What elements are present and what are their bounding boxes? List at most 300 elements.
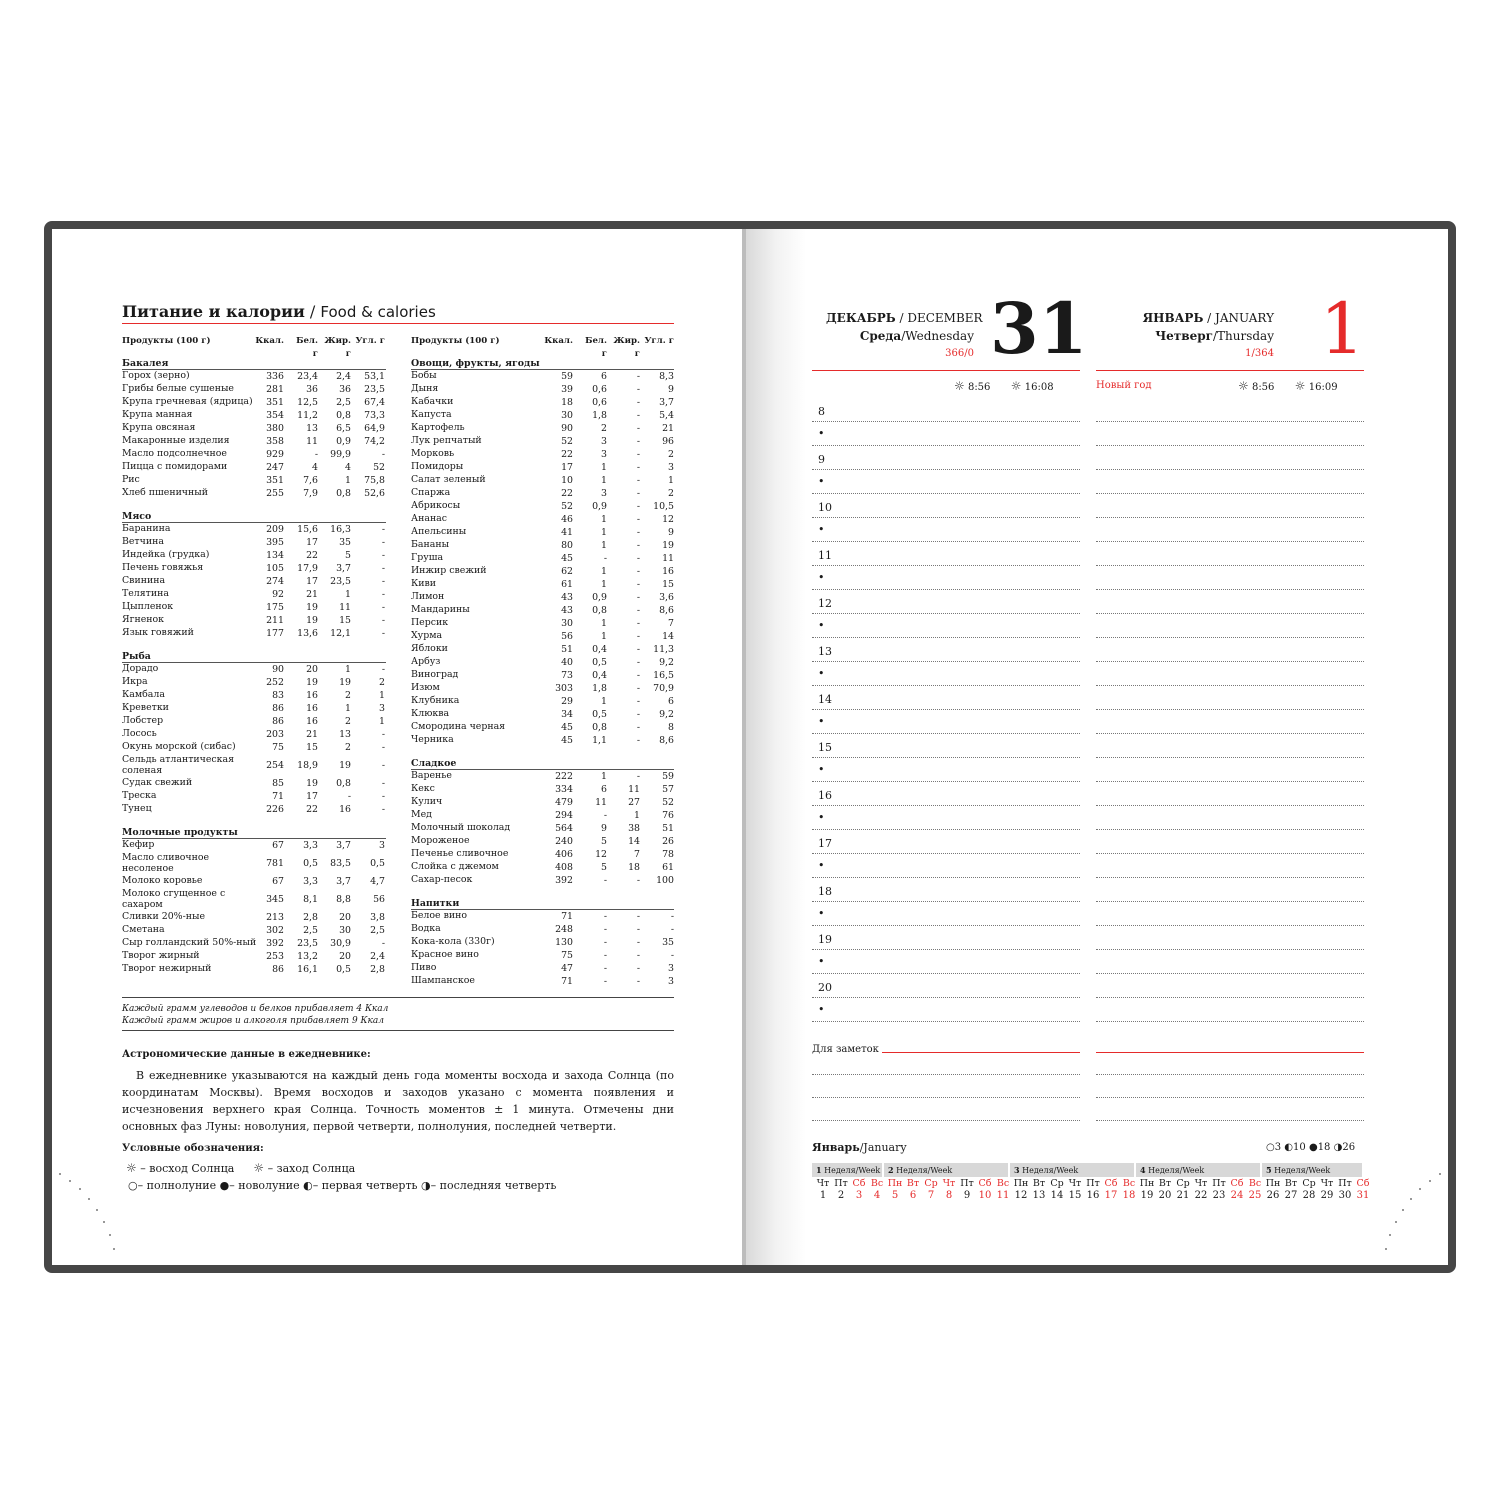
table-row bbox=[411, 949, 674, 962]
nutrient-value: 14 bbox=[662, 631, 674, 642]
half-hour-marker: • bbox=[818, 667, 825, 680]
nutrient-value: - bbox=[636, 771, 640, 782]
half-hour-marker: • bbox=[818, 907, 825, 920]
nutrient-value: 1 bbox=[601, 475, 607, 486]
table-row bbox=[411, 682, 674, 695]
product-name: Печень говяжья bbox=[122, 562, 204, 573]
table-row bbox=[411, 552, 674, 565]
product-name: Шампанское bbox=[411, 975, 475, 986]
product-name: Абрикосы bbox=[411, 500, 461, 511]
nutrient-value: 2,8 bbox=[303, 912, 318, 923]
half-hour-marker: • bbox=[818, 427, 825, 440]
week-number: 3 bbox=[1014, 1165, 1020, 1175]
day2-holiday-note: Новый год bbox=[1096, 380, 1152, 391]
half-hour-marker: • bbox=[818, 763, 825, 776]
nutrient-value: 5 bbox=[601, 862, 607, 873]
nutrient-value: 23,5 bbox=[330, 576, 351, 587]
nutrient-value: 274 bbox=[266, 576, 284, 587]
schedule-line[interactable] bbox=[1096, 445, 1364, 446]
nutrient-value: 3 bbox=[379, 703, 385, 714]
day1-month-ru: ДЕКАБРЬ bbox=[826, 311, 896, 325]
table-row bbox=[411, 461, 674, 474]
schedule-line[interactable] bbox=[1096, 637, 1364, 638]
schedule-line[interactable] bbox=[1096, 493, 1364, 494]
product-name: Бананы bbox=[411, 539, 450, 550]
calendar-day[interactable]: 2 bbox=[837, 1190, 845, 1201]
product-name: Яблоки bbox=[411, 643, 448, 654]
calendar-day[interactable]: 29 bbox=[1320, 1190, 1334, 1201]
nutrient-value: - bbox=[381, 524, 385, 535]
calendar-day[interactable]: 30 bbox=[1338, 1190, 1352, 1201]
header-3: Жир. г bbox=[613, 336, 640, 359]
calendar-day[interactable]: 4 bbox=[873, 1190, 881, 1201]
schedule-line[interactable] bbox=[1096, 829, 1364, 830]
schedule-line[interactable] bbox=[812, 445, 1080, 446]
calendar-day[interactable]: 15 bbox=[1068, 1190, 1082, 1201]
nutrient-value: 334 bbox=[555, 784, 573, 795]
schedule-line[interactable] bbox=[812, 733, 1080, 734]
nutrient-value: 36 bbox=[306, 384, 318, 395]
schedule-line[interactable] bbox=[1096, 541, 1364, 542]
schedule-line[interactable] bbox=[1096, 517, 1364, 518]
schedule-line[interactable] bbox=[1096, 781, 1364, 782]
nutrient-value: 100 bbox=[656, 875, 674, 886]
nutrient-value: 2,5 bbox=[336, 397, 351, 408]
nutrient-value: 1 bbox=[601, 771, 607, 782]
table-row bbox=[122, 474, 386, 487]
nutrient-value: 3,7 bbox=[336, 840, 351, 851]
table-row bbox=[122, 888, 386, 911]
nutrient-value: 29 bbox=[561, 696, 573, 707]
nutrient-value: - bbox=[636, 911, 640, 922]
schedule-line[interactable] bbox=[812, 925, 1080, 926]
day1-number: 31 bbox=[990, 287, 1088, 370]
moon-phases bbox=[1266, 1142, 1355, 1153]
schedule-line[interactable] bbox=[812, 853, 1080, 854]
calendar-day[interactable]: 19 bbox=[1140, 1190, 1154, 1201]
nutrient-value: 303 bbox=[555, 683, 573, 694]
calendar-day[interactable]: 3 bbox=[855, 1190, 863, 1201]
product-name: Смородина черная bbox=[411, 721, 506, 732]
legend-new: – новолуние bbox=[229, 1179, 300, 1192]
schedule-line[interactable] bbox=[812, 661, 1080, 662]
nutrient-value: 12,5 bbox=[297, 397, 318, 408]
day2-weekday-en: Thursday bbox=[1217, 329, 1274, 343]
weekday-abbr: Вт bbox=[1158, 1178, 1172, 1189]
calendar-day[interactable]: 24 bbox=[1230, 1190, 1244, 1201]
product-name: Творог нежирный bbox=[122, 963, 212, 974]
nutrient-value: 248 bbox=[555, 924, 573, 935]
nutrient-value: 43 bbox=[561, 592, 573, 603]
table-row bbox=[411, 539, 674, 552]
left-page bbox=[52, 229, 742, 1265]
schedule-line[interactable] bbox=[812, 709, 1080, 710]
schedule-line[interactable] bbox=[1096, 877, 1364, 878]
schedule-line[interactable] bbox=[1096, 709, 1364, 710]
notes-line[interactable] bbox=[1096, 1097, 1364, 1098]
nutrient-value: 76 bbox=[662, 810, 674, 821]
nutrient-value: - bbox=[670, 950, 674, 961]
hour-label-15: 15 bbox=[818, 741, 832, 754]
schedule-line[interactable] bbox=[1096, 973, 1364, 974]
schedule-line[interactable] bbox=[1096, 469, 1364, 470]
moon-phase-4: 26 bbox=[1342, 1142, 1356, 1153]
nutrient-value: 21 bbox=[662, 423, 674, 434]
product-name: Камбала bbox=[122, 689, 165, 700]
nutrient-value: 929 bbox=[266, 449, 284, 460]
calendar-day[interactable]: 9 bbox=[963, 1190, 971, 1201]
schedule-line[interactable] bbox=[812, 637, 1080, 638]
half-hour-marker: • bbox=[818, 1003, 825, 1016]
legend-sunset: – заход Солнца bbox=[267, 1162, 356, 1175]
schedule-line[interactable] bbox=[1096, 757, 1364, 758]
nutrient-value: 22 bbox=[561, 449, 573, 460]
half-hour-marker: • bbox=[818, 571, 825, 584]
schedule-line[interactable] bbox=[812, 421, 1080, 422]
product-name: Водка bbox=[411, 923, 441, 934]
week-block bbox=[1010, 1163, 1136, 1203]
calendar-day[interactable]: 11 bbox=[996, 1190, 1010, 1201]
schedule-line[interactable] bbox=[1096, 565, 1364, 566]
calendar-day[interactable]: 20 bbox=[1158, 1190, 1172, 1201]
schedule-line[interactable] bbox=[812, 781, 1080, 782]
nutrient-value: 86 bbox=[272, 964, 284, 975]
legend-title: Условные обозначения: bbox=[122, 1143, 264, 1154]
product-name: Лимон bbox=[411, 591, 445, 602]
calendar-day[interactable]: 7 bbox=[927, 1190, 935, 1201]
nutrient-value: 175 bbox=[266, 602, 284, 613]
nutrient-value: 1 bbox=[601, 631, 607, 642]
table-row bbox=[411, 848, 674, 861]
calendar-day[interactable]: 27 bbox=[1284, 1190, 1298, 1201]
nutrient-value: 222 bbox=[555, 771, 573, 782]
nutrient-value: 3,7 bbox=[336, 876, 351, 887]
product-name: Окунь морской (сибас) bbox=[122, 741, 236, 752]
calendar-day[interactable]: 26 bbox=[1266, 1190, 1280, 1201]
nutrient-value: 3,8 bbox=[370, 912, 385, 923]
product-name: Икра bbox=[122, 676, 148, 687]
product-name: Слойка с джемом bbox=[411, 861, 499, 872]
schedule-line[interactable] bbox=[1096, 685, 1364, 686]
nutrient-value: - bbox=[381, 615, 385, 626]
right-page bbox=[746, 229, 1448, 1265]
nutrient-value: - bbox=[636, 683, 640, 694]
week-label bbox=[1262, 1163, 1362, 1177]
notes-line[interactable] bbox=[812, 1074, 1080, 1075]
nutrient-value: 564 bbox=[555, 823, 573, 834]
nutrient-value: 5,4 bbox=[659, 410, 674, 421]
table-row bbox=[411, 861, 674, 874]
schedule-line[interactable] bbox=[1096, 901, 1364, 902]
table-row bbox=[122, 676, 386, 689]
nutrient-value: 6 bbox=[601, 784, 607, 795]
nutrient-value: 27 bbox=[628, 797, 640, 808]
day1-sunrise-icon: ☼ bbox=[954, 379, 965, 393]
nutrient-value: 0,9 bbox=[592, 592, 607, 603]
calendar-day[interactable]: 13 bbox=[1032, 1190, 1046, 1201]
schedule-line[interactable] bbox=[812, 757, 1080, 758]
nutrient-value: 1 bbox=[379, 716, 385, 727]
product-name: Цыпленок bbox=[122, 601, 174, 612]
notes-line[interactable] bbox=[1096, 1120, 1364, 1121]
product-name: Масло сливочное несоленое bbox=[122, 852, 210, 874]
calendar-day[interactable]: 14 bbox=[1050, 1190, 1064, 1201]
nutrient-value: 781 bbox=[266, 858, 284, 869]
product-name: Сыр голландский 50%-ный bbox=[122, 937, 257, 948]
notes-line[interactable] bbox=[812, 1097, 1080, 1098]
schedule-line[interactable] bbox=[812, 589, 1080, 590]
nutrient-value: 19 bbox=[662, 540, 674, 551]
calendar-day[interactable]: 21 bbox=[1176, 1190, 1190, 1201]
nutrient-value: 35 bbox=[339, 537, 351, 548]
schedule-line[interactable] bbox=[812, 901, 1080, 902]
hour-label-14: 14 bbox=[818, 693, 832, 706]
day2-number: 1 bbox=[1320, 288, 1365, 370]
astro-text: В ежедневнике указываются на каждый день года моменты восхода и захода Солнца (по координатам Москвы). Время восходов и заходов указано с момента появления и исчезновения верхнего края Солнца. Точность моментов ± 1 минута. Отмечены дни основных фаз Луны: новолуния, первой четверти, полнолуния, последней четверти. bbox=[122, 1069, 674, 1133]
nutrient-value: 9 bbox=[601, 823, 607, 834]
product-name: Клубника bbox=[411, 695, 460, 706]
product-name: Мандарины bbox=[411, 604, 470, 615]
page-title bbox=[122, 302, 436, 321]
half-hour-marker: • bbox=[818, 715, 825, 728]
nutrient-value: 1 bbox=[345, 664, 351, 675]
nutrient-value: - bbox=[636, 540, 640, 551]
nutrient-value: 240 bbox=[555, 836, 573, 847]
nutrient-value: 16,3 bbox=[330, 524, 351, 535]
product-name: Ананас bbox=[411, 513, 448, 524]
schedule-line[interactable] bbox=[1096, 997, 1364, 998]
nutrient-value: 6 bbox=[668, 696, 674, 707]
table-header-row bbox=[411, 335, 674, 359]
table-row bbox=[411, 962, 674, 975]
schedule-line[interactable] bbox=[812, 493, 1080, 494]
nutrient-value: 0,8 bbox=[336, 778, 351, 789]
calendar-day[interactable]: 23 bbox=[1212, 1190, 1226, 1201]
schedule-line[interactable] bbox=[812, 1021, 1080, 1022]
hour-label-17: 17 bbox=[818, 837, 832, 850]
category-name: Сладкое bbox=[411, 758, 457, 769]
calendar-day[interactable]: 10 bbox=[978, 1190, 992, 1201]
table-row bbox=[122, 523, 386, 536]
nutrient-value: 0,4 bbox=[592, 644, 607, 655]
nutrient-value: - bbox=[636, 696, 640, 707]
nutrient-value: 3 bbox=[668, 963, 674, 974]
nutrient-value: 0,8 bbox=[592, 605, 607, 616]
table-row bbox=[411, 721, 674, 734]
nutrient-value: 21 bbox=[306, 589, 318, 600]
footnotes bbox=[122, 1003, 388, 1027]
nutrient-value: 71 bbox=[561, 911, 573, 922]
table-row bbox=[122, 409, 386, 422]
calendar-day[interactable]: 25 bbox=[1248, 1190, 1262, 1201]
schedule-line[interactable] bbox=[812, 805, 1080, 806]
nutrient-value: 11 bbox=[595, 797, 607, 808]
table-row bbox=[122, 741, 386, 754]
calendar-day[interactable]: 22 bbox=[1194, 1190, 1208, 1201]
schedule-line[interactable] bbox=[1096, 661, 1364, 662]
nutrient-value: - bbox=[636, 449, 640, 460]
nutrient-value: 36 bbox=[339, 384, 351, 395]
product-name: Рис bbox=[122, 474, 140, 485]
schedule-line[interactable] bbox=[1096, 925, 1364, 926]
title-ru: Питание и калории bbox=[122, 302, 305, 321]
table-row bbox=[122, 575, 386, 588]
schedule-line[interactable] bbox=[812, 973, 1080, 974]
calendar-day[interactable]: 18 bbox=[1122, 1190, 1136, 1201]
table-row bbox=[411, 578, 674, 591]
calendar-day[interactable]: 12 bbox=[1014, 1190, 1028, 1201]
nutrient-value: 1 bbox=[668, 475, 674, 486]
product-name: Молоко коровье bbox=[122, 875, 203, 886]
nutrient-value: 345 bbox=[266, 894, 284, 905]
table-row bbox=[122, 487, 386, 500]
product-name: Язык говяжий bbox=[122, 627, 194, 638]
nutrient-value: 51 bbox=[662, 823, 674, 834]
calendar-day[interactable]: 8 bbox=[945, 1190, 953, 1201]
table-row bbox=[411, 526, 674, 539]
weekday-abbr: Вт bbox=[906, 1178, 920, 1189]
nutrient-value: 43 bbox=[561, 605, 573, 616]
schedule-line[interactable] bbox=[812, 685, 1080, 686]
first-quarter-phase-icon: ◐ bbox=[1284, 1142, 1294, 1153]
nutrient-value: 30 bbox=[561, 618, 573, 629]
nutrient-value: 52,6 bbox=[364, 488, 385, 499]
nutrient-value: 213 bbox=[266, 912, 284, 923]
nutrient-value: 1 bbox=[379, 690, 385, 701]
schedule-line[interactable] bbox=[1096, 949, 1364, 950]
nutrient-value: 3 bbox=[668, 976, 674, 987]
schedule-line[interactable] bbox=[812, 829, 1080, 830]
schedule-line[interactable] bbox=[812, 877, 1080, 878]
weekday-abbr: Ср bbox=[1176, 1178, 1190, 1189]
product-name: Свинина bbox=[122, 575, 166, 586]
schedule-line[interactable] bbox=[812, 613, 1080, 614]
schedule-line[interactable] bbox=[812, 541, 1080, 542]
calendar-day[interactable]: 28 bbox=[1302, 1190, 1316, 1201]
schedule-line[interactable] bbox=[812, 469, 1080, 470]
nutrient-value: 52 bbox=[561, 436, 573, 447]
calendar-day[interactable]: 5 bbox=[891, 1190, 899, 1201]
product-name: Сельдь атлантическая соленая bbox=[122, 754, 235, 776]
nutrient-value: 1 bbox=[601, 579, 607, 590]
calendar-day[interactable]: 6 bbox=[909, 1190, 917, 1201]
schedule-line[interactable] bbox=[812, 517, 1080, 518]
table-row bbox=[122, 777, 386, 790]
nutrient-value: 177 bbox=[266, 628, 284, 639]
calendar-day[interactable]: 16 bbox=[1086, 1190, 1100, 1201]
nutrient-value: - bbox=[636, 670, 640, 681]
week-label-slash: / bbox=[927, 1166, 931, 1175]
calendar-day[interactable]: 1 bbox=[819, 1190, 827, 1201]
legend-sunrise: – восход Солнца bbox=[140, 1162, 235, 1175]
nutrient-value: - bbox=[381, 550, 385, 561]
nutrient-value: - bbox=[636, 875, 640, 886]
legend-sun-row bbox=[126, 1161, 355, 1175]
table-row bbox=[411, 936, 674, 949]
nutrient-value: - bbox=[636, 950, 640, 961]
nutrient-value: 11 bbox=[306, 436, 318, 447]
category-name: Напитки bbox=[411, 898, 460, 909]
schedule-line[interactable] bbox=[1096, 421, 1364, 422]
nutrient-value: 85 bbox=[272, 778, 284, 789]
calendar-day[interactable]: 31 bbox=[1356, 1190, 1370, 1201]
schedule-line[interactable] bbox=[812, 949, 1080, 950]
nutrient-value: 3,6 bbox=[659, 592, 674, 603]
nutrient-value: - bbox=[381, 804, 385, 815]
table-row bbox=[411, 383, 674, 396]
weekday-abbr: Сб bbox=[1230, 1178, 1244, 1189]
schedule-line[interactable] bbox=[1096, 589, 1364, 590]
table-row bbox=[122, 588, 386, 601]
nutrient-value: - bbox=[636, 553, 640, 564]
nutrient-value: 4 bbox=[345, 462, 351, 473]
nutrient-value: 15,6 bbox=[297, 524, 318, 535]
day1-weekday-en: Wednesday bbox=[905, 329, 974, 343]
schedule-line[interactable] bbox=[1096, 613, 1364, 614]
schedule-line[interactable] bbox=[812, 997, 1080, 998]
table-row bbox=[411, 874, 674, 887]
nutrient-value: 13,6 bbox=[297, 628, 318, 639]
week-block bbox=[1262, 1163, 1370, 1203]
nutrient-value: - bbox=[381, 664, 385, 675]
product-name: Крупа манная bbox=[122, 409, 193, 420]
nutrient-value: - bbox=[603, 963, 607, 974]
table-row bbox=[411, 734, 674, 747]
table-row bbox=[411, 923, 674, 936]
day1-sunset: 16:08 bbox=[1024, 382, 1054, 393]
nutrient-value: - bbox=[636, 579, 640, 590]
nutrient-value: 52 bbox=[561, 501, 573, 512]
schedule-line[interactable] bbox=[1096, 805, 1364, 806]
nutrient-value: 8,6 bbox=[659, 735, 674, 746]
weekday-abbr: Вт bbox=[1284, 1178, 1298, 1189]
hour-label-19: 19 bbox=[818, 933, 832, 946]
table-row bbox=[411, 448, 674, 461]
hour-label-13: 13 bbox=[818, 645, 832, 658]
nutrient-value: 0,5 bbox=[592, 657, 607, 668]
schedule-line[interactable] bbox=[1096, 733, 1364, 734]
schedule-line[interactable] bbox=[1096, 853, 1364, 854]
weekday-abbr: Вс bbox=[996, 1178, 1010, 1189]
nutrient-value: 2 bbox=[345, 716, 351, 727]
table-row bbox=[411, 396, 674, 409]
table-row bbox=[122, 422, 386, 435]
notes-rule-day2 bbox=[1096, 1052, 1364, 1053]
nutrient-value: 10 bbox=[561, 475, 573, 486]
hour-label-18: 18 bbox=[818, 885, 832, 898]
nutrient-value: 0,5 bbox=[303, 858, 318, 869]
nutrient-value: 15 bbox=[662, 579, 674, 590]
product-name: Тунец bbox=[122, 803, 152, 814]
nutrient-value: 16,1 bbox=[297, 964, 318, 975]
schedule-line[interactable] bbox=[812, 565, 1080, 566]
spiral-decoration-left bbox=[52, 1169, 132, 1265]
schedule-line[interactable] bbox=[1096, 1021, 1364, 1022]
nutrient-value: 57 bbox=[662, 784, 674, 795]
table-row bbox=[411, 669, 674, 682]
nutrient-value: 3,3 bbox=[303, 876, 318, 887]
table-row bbox=[122, 924, 386, 937]
nutrient-value: 1 bbox=[345, 589, 351, 600]
notes-line[interactable] bbox=[1096, 1074, 1364, 1075]
calendar-day[interactable]: 17 bbox=[1104, 1190, 1118, 1201]
week-number: 5 bbox=[1266, 1165, 1272, 1175]
nutrient-value: 0,5 bbox=[370, 858, 385, 869]
table-row bbox=[122, 549, 386, 562]
week-label-slash: / bbox=[855, 1166, 859, 1175]
nutrient-value: 23,4 bbox=[297, 371, 318, 382]
notes-line[interactable] bbox=[812, 1120, 1080, 1121]
